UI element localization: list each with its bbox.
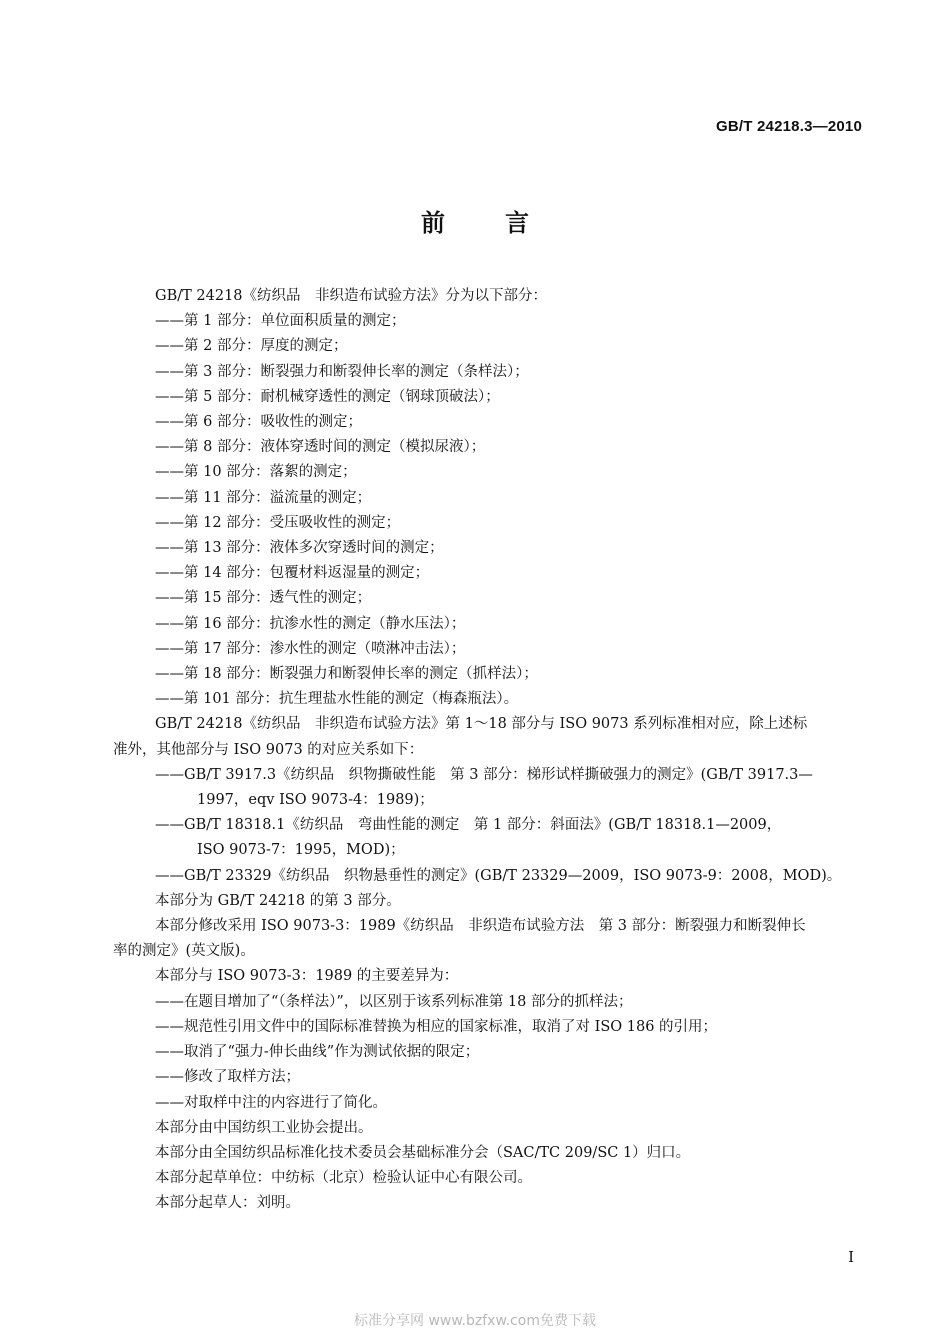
proposed-by-statement: 本部分由中国纺织工业协会提出。 (155, 1119, 373, 1136)
page-number: I (848, 1248, 854, 1266)
part-list-item: ——第 16 部分：抗渗水性的测定（静水压法）； (155, 615, 466, 632)
relation-item-line-2: ISO 9073-7：1995，MOD)； (197, 842, 405, 859)
part-list-item: ——第 18 部分：断裂强力和断裂伸长率的测定（抓样法）； (155, 666, 538, 683)
drafter-statement: 本部分起草人：刘明。 (155, 1195, 300, 1212)
intro-paragraph: GB/T 24218《纺织品 非织造布试验方法》分为以下部分： (155, 288, 548, 304)
part-list-item: ——第 5 部分：耐机械穿透性的测定（钢球顶破法）； (155, 388, 500, 405)
part-list-item: ——第 10 部分：落絮的测定； (155, 464, 357, 481)
adoption-paragraph-line-2: 率的测定》(英文版)。 (113, 943, 255, 960)
part-list-item: ——第 101 部分：抗生理盐水性能的测定（梅森瓶法）。 (155, 691, 519, 708)
part-list-item: ——第 2 部分：厚度的测定； (155, 338, 348, 355)
difference-list-item: ——对取样中注的内容进行了简化。 (155, 1094, 387, 1111)
difference-list-item: ——规范性引用文件中的国际标准替换为相应的国家标准，取消了对 ISO 186 的引用； (155, 1018, 718, 1035)
difference-list-item: ——修改了取样方法； (155, 1069, 300, 1086)
part-list-item: ——第 12 部分：受压吸收性的测定； (155, 514, 401, 531)
part-list-item: ——第 8 部分：液体穿透时间的测定（模拟尿液）； (155, 439, 486, 456)
part-statement: 本部分为 GB/T 24218 的第 3 部分。 (155, 892, 401, 909)
part-list-item: ——第 17 部分：渗水性的测定（喷淋冲击法）； (155, 640, 466, 657)
centralized-by-statement: 本部分由全国纺织品标准化技术委员会基础标准分会（SAC/TC 209/SC 1）归口。 (155, 1144, 691, 1161)
adoption-paragraph-line-1: 本部分修改采用 ISO 9073-3：1989《纺织品 非织造布试验方法 第 3 部分：断裂强力和断裂伸长 (155, 918, 806, 935)
part-list-item: ——第 11 部分：溢流量的测定； (155, 489, 372, 506)
difference-list-item: ——取消了“强力-伸长曲线”作为测试依据的限定； (155, 1044, 480, 1061)
difference-list-item: ——在题目增加了“（条样法）”，以区别于该系列标准第 18 部分的抓样法； (155, 993, 633, 1010)
part-list-item: ——第 6 部分：吸收性的测定； (155, 414, 362, 431)
page-title: 前言 (421, 209, 589, 237)
part-list-item: ——第 3 部分：断裂强力和断裂伸长率的测定（条样法）； (155, 363, 529, 380)
differences-intro: 本部分与 ISO 9073-3：1989 的主要差异为： (155, 968, 459, 985)
relation-item-line-1: ——GB/T 23329《纺织品 织物悬垂性的测定》(GB/T 23329—2009，ISO 9073-9：2008，MOD)。 (155, 867, 842, 884)
relation-item-line-1: ——GB/T 18318.1《纺织品 弯曲性能的测定 第 1 部分：斜面法》(GB/T 18318.1—2009， (155, 817, 782, 834)
correspondence-paragraph-line-1: GB/T 24218《纺织品 非织造布试验方法》第 1～18 部分与 ISO 9073 系列标准相对应，除上述标 (155, 716, 808, 733)
part-list-item: ——第 1 部分：单位面积质量的测定； (155, 313, 406, 330)
watermark-text: 标准分享网 www.bzfxw.com免费下载 (354, 1313, 596, 1329)
relation-item-line-2: 1997，eqv ISO 9073-4：1989)； (197, 792, 434, 809)
drafting-unit-statement: 本部分起草单位：中纺标（北京）检验认证中心有限公司。 (155, 1170, 532, 1187)
foreword-body (113, 284, 865, 1217)
part-list-item: ——第 13 部分：液体多次穿透时间的测定； (155, 540, 444, 557)
relation-item-line-1: ——GB/T 3917.3《纺织品 织物撕破性能 第 3 部分：梯形试样撕破强力的测定》(GB/T 3917.3— (155, 766, 813, 783)
standard-number-header: GB/T 24218.3—2010 (716, 118, 862, 135)
part-list-item: ——第 14 部分：包覆材料返湿量的测定； (155, 565, 430, 582)
part-list-item: ——第 15 部分：透气性的测定； (155, 590, 372, 607)
correspondence-paragraph-line-2: 准外，其他部分与 ISO 9073 的对应关系如下： (113, 741, 424, 758)
